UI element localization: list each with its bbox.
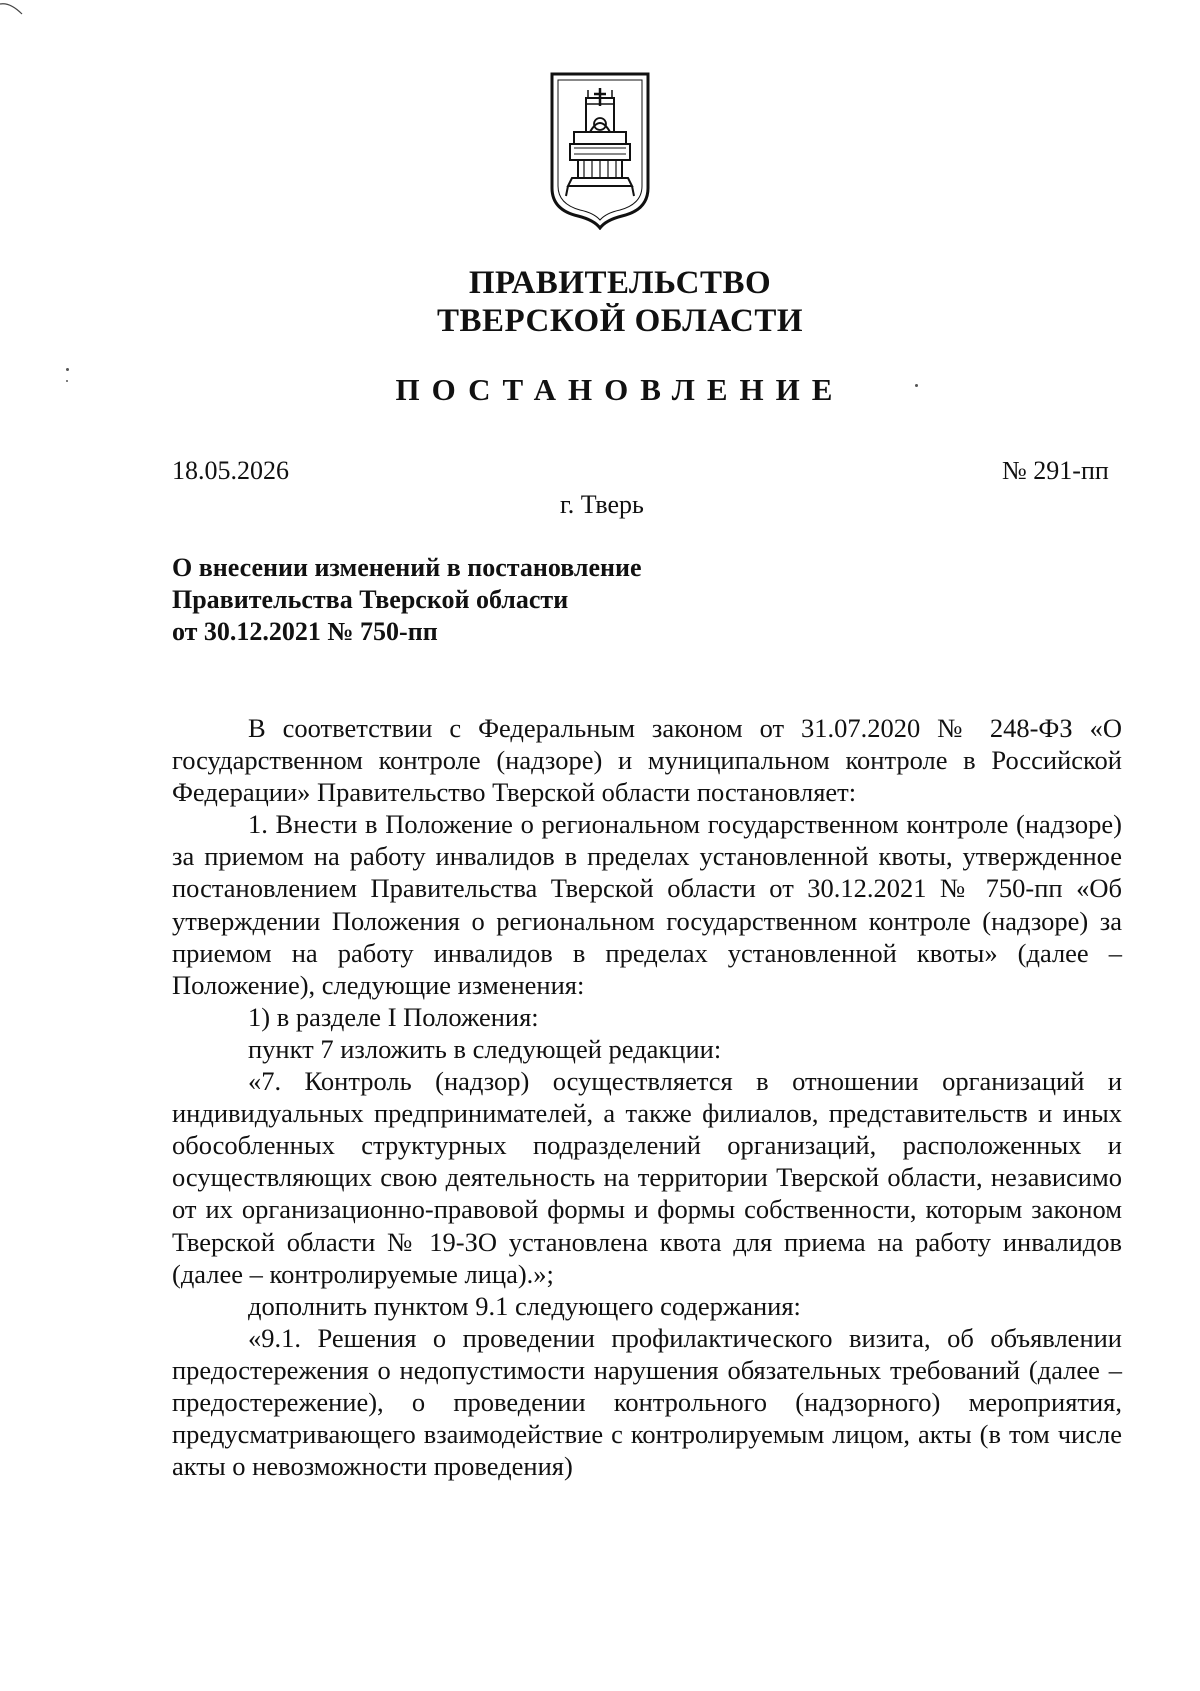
authority-name-line-1: ПРАВИТЕЛЬСТВО [468,265,772,301]
body-paragraph: 1. Внести в Положение о региональном государственном контроле (надзоре) за приемом на работу инвалидов в пределах установленной квоты, утвержденное постановлением Правительства Тверской области от 30.12.2021 № 750-пп «Об утверждении Положения о региональном государственном контроле (надзоре) за приемом на работу инвалидов в пределах установленной квоты» (далее – Положение), следующие изменения: [172,809,1122,1000]
document-number: № 291-пп [1002,456,1109,485]
body-paragraph: дополнить пунктом 9.1 следующего содержания: [248,1290,801,1321]
subject-line: О внесении изменений в постановление [172,553,642,582]
body-paragraph: «7. Контроль (надзор) осуществляется в отношении организаций и индивидуальных предпринимателей, а также филиалов, представительств и иных обособленных структурных подразделений организаций, расположенных и осуществляющих свою деятельность на территории Тверской области, независимо от их организационно-правовой формы и формы собственности, которым законом Тверской области № 19-ЗО установлена квота для приема на работу инвалидов (далее – контролируемые лица).»; [172,1066,1122,1289]
subject-line: от 30.12.2021 № 750-пп [172,617,438,646]
document-city: г. Тверь [560,490,644,519]
body-paragraph: В соответствии с Федеральным законом от 31.07.2020 № 248-ФЗ «О государственном контроле (надзоре) и муниципальном контроле в Российской Федерации» Правительство Тверской области постановляет: [172,713,1122,808]
scan-speck [66,368,69,371]
document-subject [172,552,642,648]
coat-of-arms-emblem [548,70,652,230]
authority-name-line-2: ТВЕРСКОЙ ОБЛАСТИ [436,303,804,339]
body-paragraph: пункт 7 изложить в следующей редакции: [248,1033,722,1064]
subject-line: Правительства Тверской области [172,585,569,614]
body-paragraph: 1) в разделе I Положения: [248,1001,539,1032]
document-date: 18.05.2026 [172,456,289,485]
document-type-title: ПОСТАНОВЛЕНИЕ [395,372,845,407]
body-paragraph: «9.1. Решения о проведении профилактического визита, об объявлении предостережения о недопустимости нарушения обязательных требований (далее – предостережение), о проведении контрольного (надзорного) мероприятия, предусматривающего взаимодействие с контролируемым лицом, акты (в том числе акты о невозможности проведения) [172,1322,1122,1482]
document-body [172,712,1122,1482]
scan-corner-mark [0,0,40,30]
